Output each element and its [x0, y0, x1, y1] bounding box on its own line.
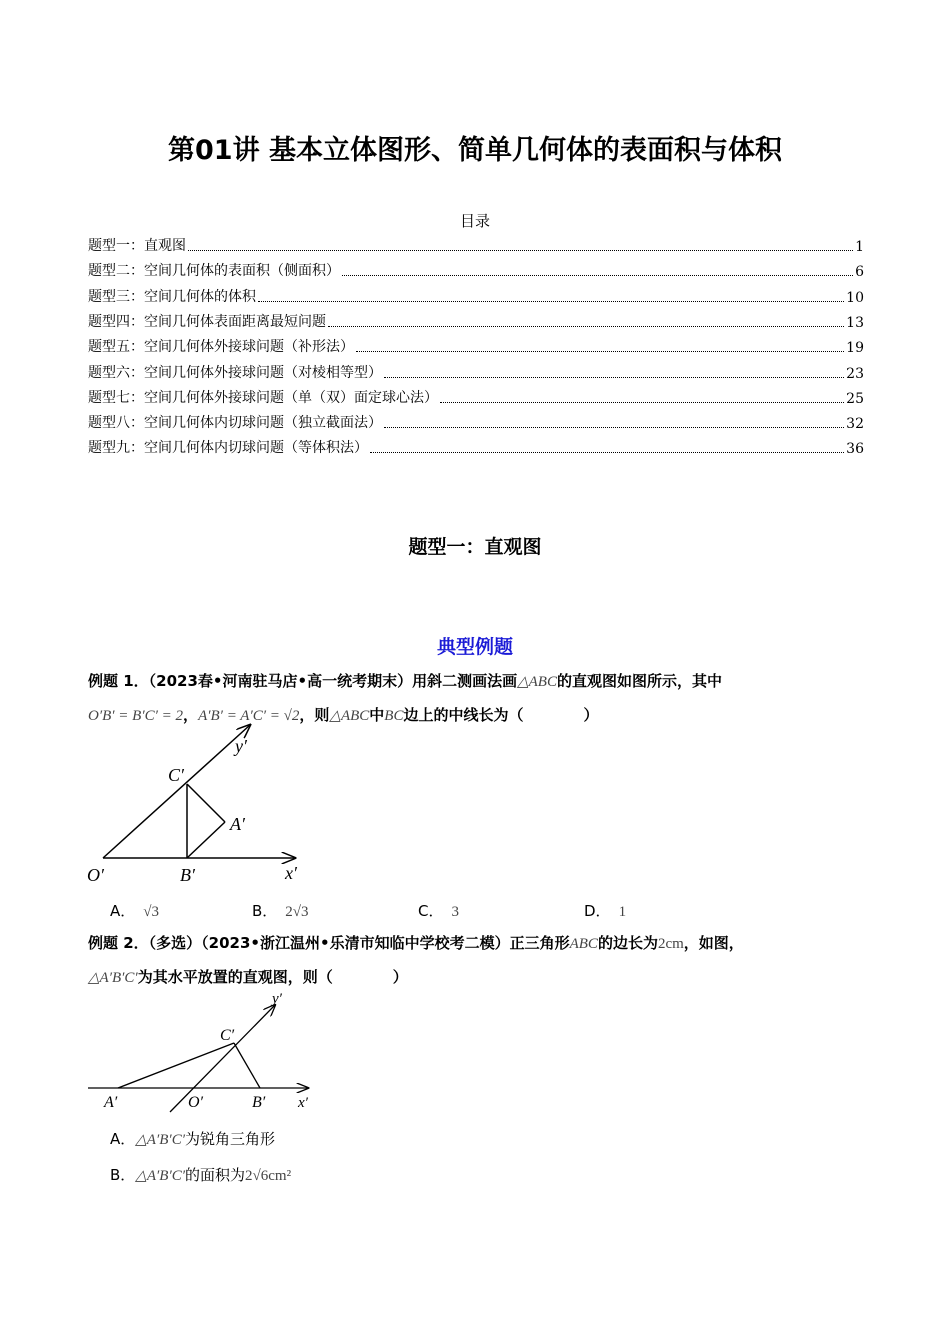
toc-entry-label: 题型四：空间几何体表面距离最短问题 [88, 313, 326, 330]
toc-entry-label: 题型八：空间几何体内切球问题（独立截面法） [88, 415, 382, 432]
label-B2: B′ [252, 1094, 266, 1111]
toc-entry-page: 1 [855, 239, 864, 255]
toc-entry-page: 6 [855, 264, 864, 281]
example2-option-b[interactable] [110, 1164, 291, 1185]
toc-entry-page: 36 [846, 441, 864, 458]
option-key: A． [110, 1130, 136, 1148]
section-heading: 题型一：直观图 [408, 536, 542, 558]
label-C2: C′ [220, 1027, 235, 1044]
text: ，则 [299, 706, 330, 724]
toc-entry-label: 题型五：空间几何体外接球问题（补形法） [88, 339, 354, 356]
toc-entry-page: 23 [846, 365, 864, 382]
label-x2: x′ [298, 1095, 308, 1111]
text: ，如图， [683, 934, 744, 952]
toc-entry-label: 题型六：空间几何体外接球问题（对棱相等型） [88, 364, 382, 381]
label-B: B′ [180, 865, 195, 885]
option-value: 3 [451, 904, 459, 920]
toc-entry-page: 19 [846, 340, 864, 357]
label-A2: A′ [104, 1094, 118, 1111]
label-C: C′ [168, 765, 184, 785]
math: ABC [569, 936, 598, 952]
math: △A′B′C′ [135, 1132, 185, 1148]
label-A: A′ [230, 814, 245, 834]
text: ， [183, 706, 199, 724]
example2-option-a[interactable] [110, 1128, 275, 1149]
math: △A′B′C′ [88, 970, 138, 986]
example2-line2 [88, 966, 408, 987]
math: 2√6cm² [245, 1168, 292, 1184]
option-key: C． [418, 902, 444, 920]
page-title: 第01讲 基本立体图形、简单几何体的表面积与体积 [168, 135, 782, 166]
math: △ABC [329, 708, 370, 724]
math: O′B′ = B′C′ = 2 [88, 708, 184, 724]
option-key: A． [110, 902, 136, 920]
toc-entry-label: 题型二：空间几何体的表面积（侧面积） [88, 263, 340, 280]
math: △A′B′C′ [135, 1168, 186, 1184]
math: A′B′ = A′C′ = √2 [198, 708, 300, 724]
label-O2: O′ [188, 1094, 204, 1111]
toc-entry-page: 10 [846, 289, 864, 306]
toc-heading: 目录 [459, 212, 490, 230]
option-value: 2√3 [285, 904, 309, 920]
label-y: y′ [235, 736, 247, 756]
text: 中 [369, 706, 385, 724]
example2-line1 [88, 932, 744, 953]
text: 的边长为 [597, 934, 658, 952]
typical-examples-heading: 典型例题 [436, 636, 513, 658]
option-text: 的面积为 [185, 1166, 246, 1184]
option-key: D． [584, 902, 611, 920]
option-key: B． [110, 1166, 136, 1184]
text: 例题 1．（2023春•河南驻马店•高一统考期末）用斜二测画法画 [88, 672, 518, 690]
text: 例题 2．（多选）（2023•浙江温州•乐清市知临中学校考二模）正三角形 [88, 934, 570, 952]
figure-1 [103, 725, 295, 858]
math: 2cm [657, 936, 684, 952]
example1-option-a[interactable] [110, 900, 159, 921]
option-text: 为锐角三角形 [184, 1130, 275, 1148]
text: 为其水平放置的直观图，则（ ） [137, 968, 408, 986]
label-y2: y′ [272, 991, 282, 1007]
option-value: 1 [618, 904, 627, 920]
example1-option-c[interactable] [418, 900, 459, 921]
option-key: B． [252, 902, 278, 920]
toc-entry-label: 题型三：空间几何体的体积 [88, 288, 256, 305]
toc-entry-page: 32 [846, 416, 864, 433]
example1-option-d[interactable] [584, 900, 626, 921]
text: 的直观图如图所示，其中 [556, 672, 722, 690]
toc-entry-label: 题型一：直观图 [88, 238, 186, 254]
text: 边上的中线长为（ ） [403, 706, 599, 724]
example1-option-b[interactable] [252, 900, 309, 921]
math: △ABC [517, 674, 557, 690]
toc-entry-page: 13 [846, 314, 864, 331]
math: BC [384, 708, 404, 724]
label-x: x′ [285, 863, 297, 883]
toc-entry-page: 25 [846, 390, 864, 407]
option-value: √3 [143, 904, 159, 920]
label-O: O′ [87, 865, 104, 885]
toc-entry-label: 题型九：空间几何体内切球问题（等体积法） [88, 440, 368, 457]
toc-entry-label: 题型七：空间几何体外接球问题（单（双）面定球心法） [88, 389, 438, 406]
